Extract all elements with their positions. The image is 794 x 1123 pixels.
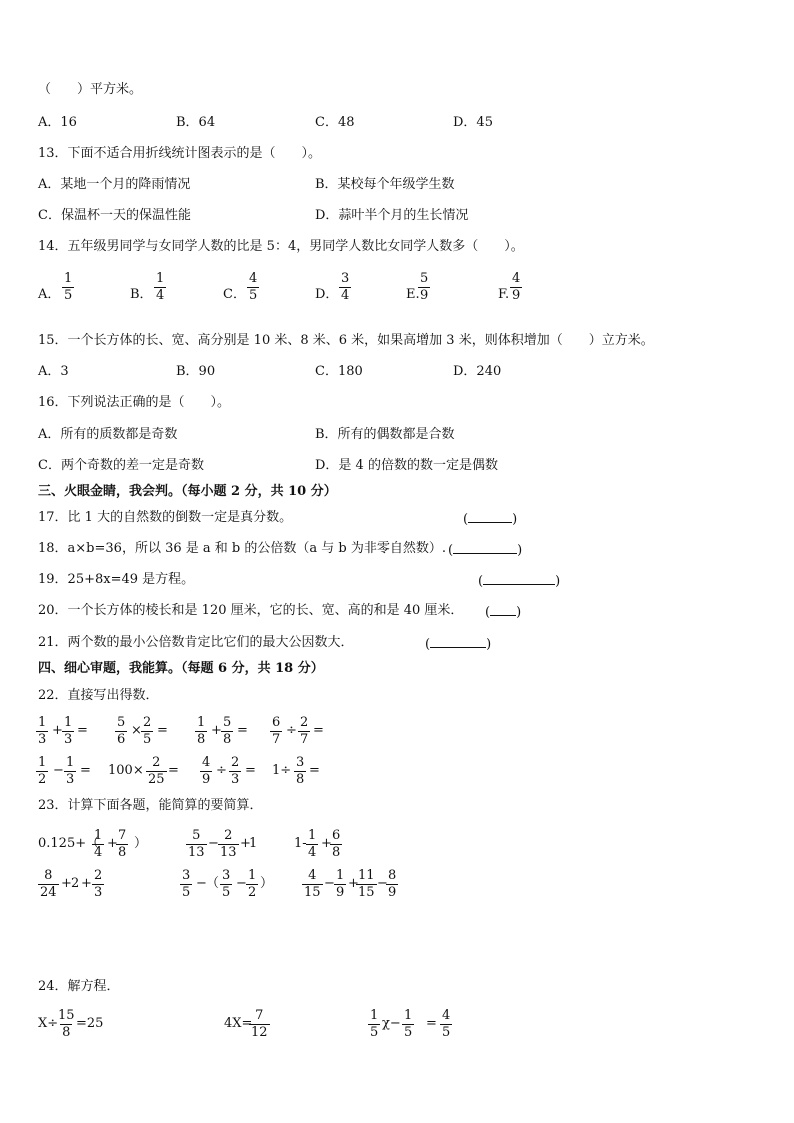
fraction [180,869,192,900]
plus-sign: + [348,876,359,891]
denominator: 8 [332,845,341,860]
paren-close: ) [517,543,523,558]
section3-heading: 三、火眼金睛，我会判。（每小题 2 分，共 10 分） [38,484,337,499]
blank-line [453,541,517,554]
minus-sign: − [208,836,219,851]
paren-open: ( [478,574,484,589]
q14-option-b-label[interactable]: B． [130,287,153,302]
numerator: 1 [197,715,206,730]
denominator: 3 [231,772,240,787]
denominator: 15 [304,885,321,900]
fraction [306,829,318,860]
q13-option-a[interactable]: A．某地一个月的降雨情况 [38,177,191,192]
q15-option-c[interactable]: C．180 [315,364,363,379]
numerator: 7 [118,828,127,843]
minus-sign: − [196,876,207,891]
minus-sign: − [324,876,335,891]
denominator: 12 [251,1025,268,1040]
q12-option-a[interactable]: A．16 [38,115,77,130]
equals-sign: = [237,723,248,738]
operand: 1÷ [272,763,292,778]
numerator: 1 [94,828,103,843]
denominator: 4 [308,845,317,860]
q14-option-e-fraction [418,272,430,303]
q16-option-c[interactable]: C．两个奇数的差一定是奇数 [38,458,204,473]
fraction [440,1009,452,1040]
numerator: 4 [512,271,521,286]
q13-option-d[interactable]: D．蒜叶半个月的生长情况 [315,208,469,223]
fraction [368,1009,380,1040]
fraction [249,1009,270,1040]
fraction [246,869,258,900]
fraction [330,829,342,860]
fraction [298,716,310,747]
q16-option-d[interactable]: D．是 4 的倍数的数一定是偶数 [315,458,498,473]
q12-option-c[interactable]: C．48 [315,115,355,130]
q14-option-c-label[interactable]: C． [223,287,246,302]
variable: χ− [382,1016,401,1031]
numerator: 15 [58,1008,75,1023]
denominator: 9 [336,885,345,900]
q14-option-f-label[interactable]: F. [498,287,510,302]
q20-answer-blank[interactable] [485,603,521,621]
numerator: 1 [38,715,47,730]
numerator: 1 [38,755,47,770]
denominator: 13 [188,845,205,860]
numerator: 2 [231,755,240,770]
equals-sign: = [157,723,168,738]
q19-text: 19．25+8x=49 是方程。 [38,572,195,587]
minus-sign: − [236,876,247,891]
divide-sign: ÷ [286,723,297,738]
fraction [386,869,398,900]
q16-option-b[interactable]: B．所有的偶数都是合数 [315,427,455,442]
q17-answer-blank[interactable] [463,510,517,528]
fraction [200,756,212,787]
numerator: 2 [152,755,161,770]
fraction [195,716,207,747]
numerator: 3 [182,868,191,883]
q13-option-c[interactable]: C．保温杯一天的保温性能 [38,208,191,223]
denominator: 8 [118,845,127,860]
denominator: 4 [341,288,350,303]
q23-stem: 23．计算下面各题，能简算的要简算． [38,798,263,813]
q12-tail: （ ）平方米。 [38,82,143,97]
q14-option-c-fraction [247,272,259,303]
plus-sign: + [61,876,72,891]
paren-open: ( [485,605,491,620]
fraction [36,756,48,787]
numerator: 8 [388,868,397,883]
denominator: 5 [64,288,73,303]
fraction [36,716,48,747]
denominator: 3 [38,732,47,747]
q14-option-d-label[interactable]: D． [315,287,339,302]
numerator: 1 [336,868,345,883]
q18-answer-blank[interactable] [448,541,522,559]
fraction [38,869,59,900]
numerator: 4 [202,755,211,770]
numerator: 3 [296,755,305,770]
fraction [115,716,127,747]
numerator: 11 [358,868,375,883]
q20-text: 20．一个长方体的棱长和是 120 厘米，它的长、宽、高的和是 40 厘米． [38,603,464,618]
denominator: 8 [62,1025,71,1040]
q12-option-d[interactable]: D．45 [453,115,493,130]
denominator: 4 [156,288,165,303]
numerator: 1 [370,1008,379,1023]
denominator: 9 [388,885,397,900]
blank-line [468,510,512,523]
q14-option-b-fraction [154,272,166,303]
q13-option-b[interactable]: B．某校每个年级学生数 [315,177,455,192]
q15-stem: 15．一个长方体的长、宽、高分别是 10 米、8 米、6 米，如果高增加 3 米，则体积增加（ ）立方米。 [38,333,654,348]
denominator: 5 [442,1025,451,1040]
operand: X÷ [38,1016,59,1031]
fraction [186,829,207,860]
minus-sign: − [53,763,64,778]
denominator: 5 [182,885,191,900]
denominator: 7 [272,732,281,747]
fraction [64,756,76,787]
denominator: 8 [296,772,305,787]
denominator: 24 [40,885,57,900]
q16-option-a[interactable]: A．所有的质数都是奇数 [38,427,178,442]
denominator: 3 [94,885,103,900]
numerator: 4 [249,271,258,286]
numerator: 1 [404,1008,413,1023]
plus-sign: + [240,836,251,851]
equals-sign: = [168,763,179,778]
paren-close: ) [555,574,561,589]
denominator: 25 [148,772,165,787]
numerator: 6 [272,715,281,730]
fraction [56,1009,77,1040]
q15-option-d[interactable]: D．240 [453,364,502,379]
paren-open: ( [463,512,469,527]
denominator: 4 [94,845,103,860]
denominator: 3 [64,732,73,747]
fraction [218,829,239,860]
blank-line [483,572,555,585]
q19-answer-blank[interactable] [478,572,560,590]
q17-text: 17．比 1 大的自然数的倒数一定是真分数。 [38,510,293,525]
numerator: 8 [44,868,53,883]
numerator: 2 [300,715,309,730]
numerator: 1 [64,715,73,730]
denominator: 5 [222,885,231,900]
operand: 0.125+（ [38,836,100,851]
operand: 1- [294,836,307,851]
q14-option-f-fraction [510,272,522,303]
denominator: 3 [66,772,75,787]
denominator: 5 [143,732,152,747]
fraction [334,869,346,900]
right-paren: ） [134,836,148,851]
blank-line [490,603,516,616]
q14-option-e-label[interactable]: E. [406,287,420,302]
denominator: 9 [420,288,429,303]
plus-sign: + [81,876,92,891]
equals-sign: = [313,723,324,738]
numerator: 5 [117,715,126,730]
q21-answer-blank[interactable] [425,635,491,653]
section4-heading: 四、细心审题，我能算。（每题 6 分，共 18 分） [38,661,324,676]
operand: 4X= [224,1016,253,1031]
fraction [146,756,167,787]
q14-option-a-label[interactable]: A． [38,287,61,302]
plus-sign: + [52,723,63,738]
fraction [62,716,74,747]
plus-sign: + [211,723,222,738]
denominator: 6 [117,732,126,747]
operand: =25 [76,1016,104,1031]
q13-stem: 13．下面不适合用折线统计图表示的是（ ）。 [38,146,322,161]
q15-option-a[interactable]: A．3 [38,364,69,379]
q14-option-d-fraction [339,272,351,303]
divide-sign: ÷ [216,763,227,778]
numerator: 4 [308,868,317,883]
fraction [356,869,377,900]
numerator: 7 [255,1008,264,1023]
denominator: 5 [249,288,258,303]
numerator: 1 [248,868,257,883]
equals-sign: = [426,1016,437,1031]
numerator: 6 [332,828,341,843]
operand: 2 [71,876,80,891]
minus-sign: − [377,876,388,891]
paren-close: ) [486,637,492,652]
fraction [229,756,241,787]
q14-stem: 14．五年级男同学与女同学人数的比是 5：4，男同学人数比女同学人数多（ ）。 [38,239,524,254]
denominator: 9 [512,288,521,303]
blank-line [430,635,486,648]
fraction [220,869,232,900]
denominator: 9 [202,772,211,787]
plus-sign: + [107,836,118,851]
equals-sign: = [77,723,88,738]
denominator: 7 [300,732,309,747]
q22-stem: 22．直接写出得数． [38,688,159,703]
equals-sign: = [80,763,91,778]
q12-option-b[interactable]: B．64 [176,115,216,130]
paren-close: ) [512,512,518,527]
fraction [92,829,104,860]
numerator: 1 [64,271,73,286]
denominator: 8 [197,732,206,747]
denominator: 2 [248,885,257,900]
denominator: 5 [404,1025,413,1040]
denominator: 13 [220,845,237,860]
times-sign: × [131,723,142,738]
equals-sign: = [309,763,320,778]
equals-sign: = [245,763,256,778]
numerator: 1 [156,271,165,286]
q16-stem: 16．下列说法正确的是（ ）。 [38,395,231,410]
q24-stem: 24．解方程． [38,979,120,994]
fraction [116,829,128,860]
denominator: 5 [370,1025,379,1040]
numerator: 1 [66,755,75,770]
right-paren: ） [260,876,274,891]
q18-text: 18．a×b=36，所以 36 是 a 和 b 的公倍数（a 与 b 为非零自然数）. [38,541,446,556]
denominator: 15 [358,885,375,900]
numerator: 3 [341,271,350,286]
paren-open: ( [448,543,454,558]
left-paren: （ [206,876,220,891]
numerator: 3 [222,868,231,883]
numerator: 2 [224,828,233,843]
numerator: 2 [143,715,152,730]
paren-close: ) [516,605,522,620]
q15-option-b[interactable]: B．90 [176,364,216,379]
numerator: 5 [420,271,429,286]
numerator: 5 [223,715,232,730]
fraction [141,716,153,747]
fraction [302,869,323,900]
numerator: 5 [192,828,201,843]
fraction [294,756,306,787]
numerator: 2 [94,868,103,883]
plus-sign: + [321,836,332,851]
q21-text: 21．两个数的最小公倍数肯定比它们的最大公因数大． [38,635,354,650]
denominator: 2 [38,772,47,787]
fraction [92,869,104,900]
denominator: 8 [223,732,232,747]
q14-option-a-fraction [62,272,74,303]
fraction [221,716,233,747]
operand: 100× [108,763,144,778]
fraction [270,716,282,747]
numerator: 1 [308,828,317,843]
numerator: 4 [442,1008,451,1023]
operand: 1 [249,836,258,851]
fraction [402,1009,414,1040]
paren-open: ( [425,637,431,652]
